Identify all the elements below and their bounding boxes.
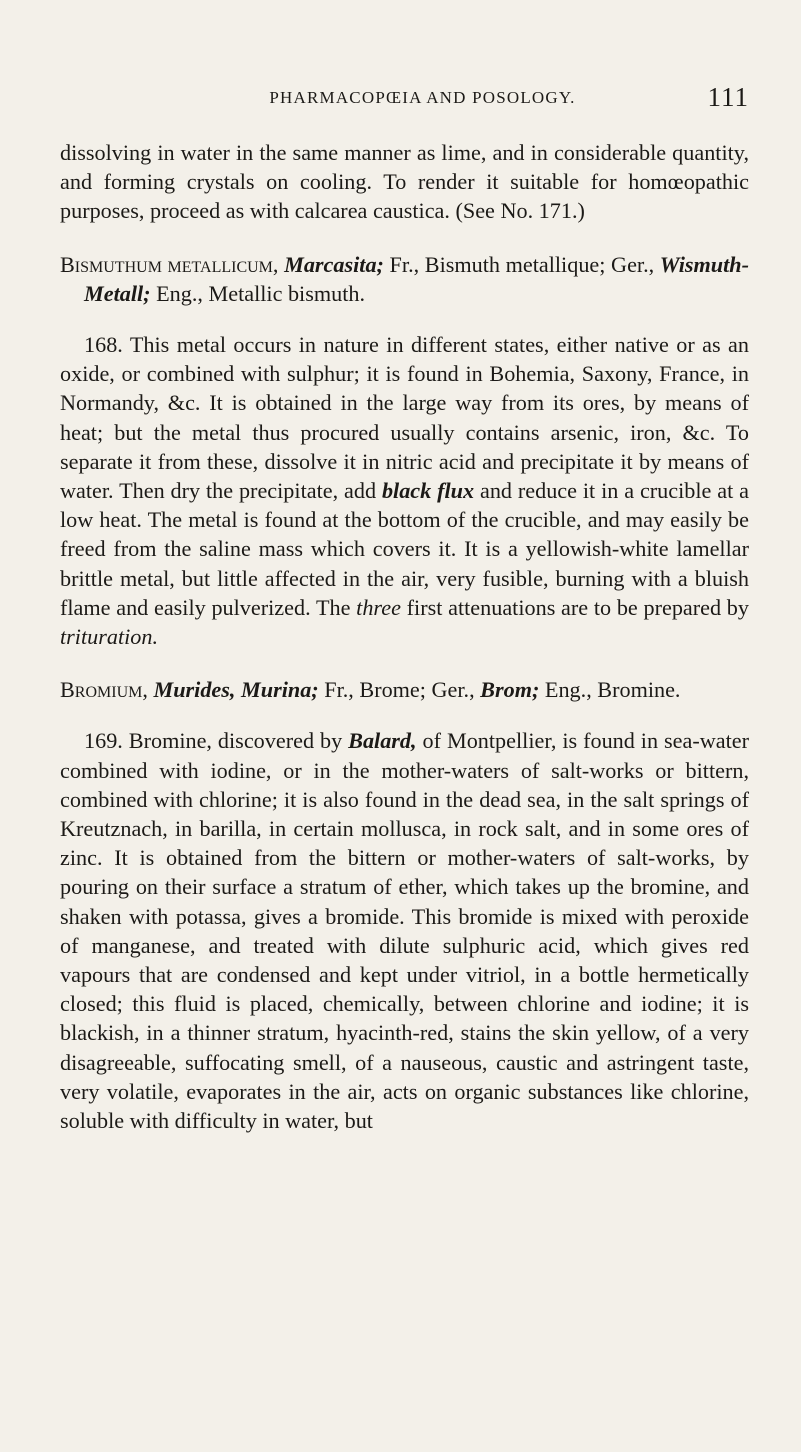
paragraph-169 — [60, 726, 749, 1135]
synonym-latin: Marcasita; — [284, 251, 384, 277]
page-header — [60, 82, 749, 128]
synonym-german: Brom; — [480, 677, 540, 703]
text-run: and reduce it in a crucible at a low heat. The metal is found at the bottom of the crucible, and may easily be freed from the saline mass which covers it. It is a yellowish-white lamellar brittle metal, but little affected in the air, very fusible, burning with a bluish flame and easily pulverized. The — [60, 478, 750, 620]
entry-name: Bromium, — [60, 677, 148, 703]
synonym-english: Eng., Bromine. — [539, 677, 681, 703]
paragraph-continuation: dissolving in water in the same manner as lime, and in considerable quantity, and forming crystals on cooling. To render it suitable for homœopathic purposes, proceed as with calcarea caustica. (See No. 171.) — [60, 140, 749, 224]
entry-bromium — [60, 675, 749, 704]
synonym-latin: Murides, Murina; — [153, 677, 319, 703]
synonym-french: Fr., Brome; Ger., — [318, 677, 481, 703]
italic-term: three — [356, 594, 401, 620]
synonym-german: Wismuth-Metall; — [84, 251, 749, 306]
italic-name: Balard, — [348, 728, 417, 754]
page-number: 111 — [707, 82, 749, 112]
synonym-english: Eng., Metallic bismuth. — [150, 280, 366, 306]
entry-name: Bismuthum metallicum, — [60, 251, 279, 277]
entry-bismuthum — [60, 250, 749, 308]
text-run: of Montpellier, is found in sea-water combined with iodine, or in the mother-waters of salt-works or bittern, combined with chlorine; it is also found in the dead sea, in the salt springs of Kreutznach, in barilla, in certain mollusca, in rock salt, and in some ores of zinc. It is obtained from the bittern or mother-waters of salt-works, by pouring on their surface a stratum of ether, which takes up the bromine, and shaken with potassa, gives a bromide. This bromide is mixed with peroxide of manganese, and treated with dilute sulphuric acid, which gives red vapours that are condensed and kept under vitriol, in a bottle hermetically closed; this fluid is placed, chemically, between chlorine and iodine; it is blackish, in a thinner stratum, hyacinth-red, stains the skin yellow, of a very disagreeable, suffocating smell, of a nauseous, caustic and astringent taste, very volatile, evaporates in the air, acts on organic substances like chlorine, soluble with difficulty in water, but — [60, 728, 749, 1134]
italic-term: black flux — [381, 478, 475, 504]
paragraph-168 — [60, 330, 749, 651]
text-run: 168. This metal occurs in nature in different states, either native or as an oxide, or combined with sulphur; it is found in Bohemia, Saxony, France, in Normandy, &c. It is obtained in the large way from its ores, by means of heat; but the metal thus procured usually contains arsenic, iron, &c. To separate it from these, dissolve it in nitric acid and precipitate it by means of water. Then dry the precipitate, add — [60, 332, 749, 504]
text-run: first attenuations are to be prepared by — [400, 594, 749, 620]
italic-term: trituration. — [60, 624, 159, 650]
text-run: 169. Bromine, discovered by — [84, 728, 349, 754]
page-body — [60, 138, 749, 1135]
synonym-french: Fr., Bismuth metallique; Ger., — [383, 251, 660, 277]
running-head: PHARMACOPŒIA AND POSOLOGY. — [269, 88, 576, 107]
